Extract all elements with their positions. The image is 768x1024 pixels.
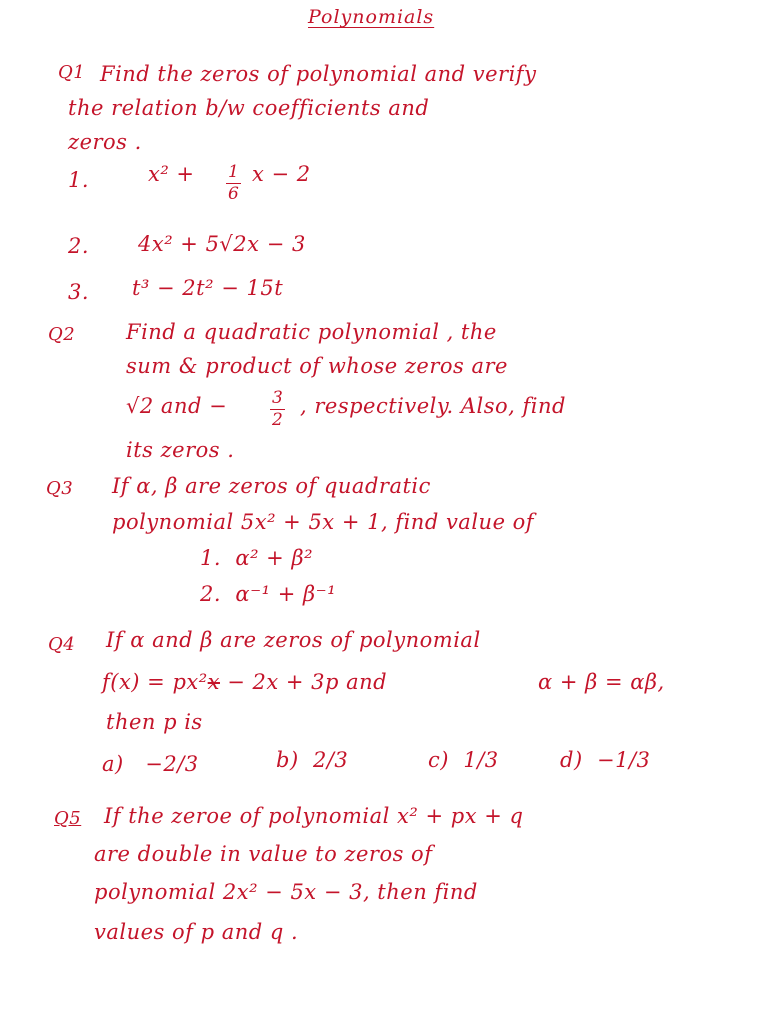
question-4-line-1: If α and β are zeros of polynomial bbox=[106, 628, 481, 652]
question-2-fraction bbox=[270, 390, 285, 429]
page-title: Polynomials bbox=[308, 6, 435, 28]
question-3-item-2 bbox=[200, 584, 336, 605]
question-5-line-1: If the zeroe of polynomial x² + px + q bbox=[104, 804, 524, 828]
question-3-item-1 bbox=[200, 548, 313, 569]
question-3-line-2: polynomial 5x² + 5x + 1, find value of bbox=[112, 510, 535, 534]
question-4-option-c bbox=[428, 750, 499, 771]
option-b-value: 2/3 bbox=[313, 748, 349, 772]
question-4-condition: α + β = αβ, bbox=[538, 670, 665, 694]
option-c-value: 1/3 bbox=[463, 748, 499, 772]
question-1-line-3: zeros . bbox=[68, 130, 142, 154]
question-3-item-1-number: 1. bbox=[200, 546, 222, 570]
question-1-item-2-expr: 4x² + 5√2x − 3 bbox=[138, 232, 306, 256]
question-1-item-3-number: 3. bbox=[68, 280, 90, 304]
fraction-numerator: 1 bbox=[228, 162, 239, 182]
fraction-numerator: 3 bbox=[272, 388, 283, 408]
question-1-item-2-number: 2. bbox=[68, 234, 90, 258]
question-2-line-4: its zeros . bbox=[126, 438, 235, 462]
question-2-line-3-end: , respectively. Also, find bbox=[300, 394, 566, 418]
question-4-option-d bbox=[560, 750, 650, 771]
option-d-label: d) bbox=[560, 748, 583, 772]
question-4-line-2 bbox=[102, 672, 387, 693]
question-3-item-1-expr: α² + β² bbox=[235, 546, 314, 570]
question-1-item-1-number: 1. bbox=[68, 168, 90, 192]
option-b-label: b) bbox=[276, 748, 299, 772]
question-2-line-3-start: √2 and − bbox=[126, 394, 228, 418]
question-3-number: Q3 bbox=[46, 478, 74, 499]
option-c-label: c) bbox=[428, 748, 449, 772]
question-3-item-2-expr: α⁻¹ + β⁻¹ bbox=[235, 582, 337, 606]
question-3-line-1: If α, β are zeros of quadratic bbox=[112, 474, 431, 498]
question-5-line-3: polynomial 2x² − 5x − 3, then find bbox=[94, 880, 478, 904]
question-2-line-1: Find a quadratic polynomial , the bbox=[126, 320, 497, 344]
question-5-line-4: values of p and q . bbox=[94, 920, 299, 944]
question-4-struck-term: x bbox=[207, 670, 220, 694]
question-1-number: Q1 bbox=[58, 62, 86, 83]
question-1-item-1-fraction bbox=[226, 164, 241, 203]
question-4-option-b bbox=[276, 750, 348, 771]
option-d-value: −1/3 bbox=[597, 748, 651, 772]
question-4-line-3: then p is bbox=[106, 710, 203, 734]
question-5-line-2: are double in value to zeros of bbox=[94, 842, 433, 866]
question-1-item-1-expr-start: x² + bbox=[148, 162, 195, 186]
question-1-item-3-expr: t³ − 2t² − 15t bbox=[132, 276, 284, 300]
question-4-option-a bbox=[102, 754, 199, 775]
question-4-function-rest: − 2x + 3p and bbox=[227, 670, 388, 694]
option-a-value: −2/3 bbox=[145, 752, 199, 776]
fraction-denominator: 2 bbox=[272, 410, 283, 430]
question-2-number: Q2 bbox=[48, 324, 76, 345]
fraction-denominator: 6 bbox=[228, 184, 239, 204]
question-1-line-2: the relation b/w coefficients and bbox=[68, 96, 430, 120]
question-2-line-2: sum & product of whose zeros are bbox=[126, 354, 508, 378]
question-3-item-2-number: 2. bbox=[200, 582, 222, 606]
question-4-function: f(x) = px² bbox=[102, 670, 208, 694]
question-4-number: Q4 bbox=[48, 634, 76, 655]
question-1-line-1: Find the zeros of polynomial and verify bbox=[100, 62, 537, 86]
option-a-label: a) bbox=[102, 752, 124, 776]
question-5-number: Q5 bbox=[54, 808, 82, 829]
question-1-item-1-expr-end: x − 2 bbox=[252, 162, 311, 186]
